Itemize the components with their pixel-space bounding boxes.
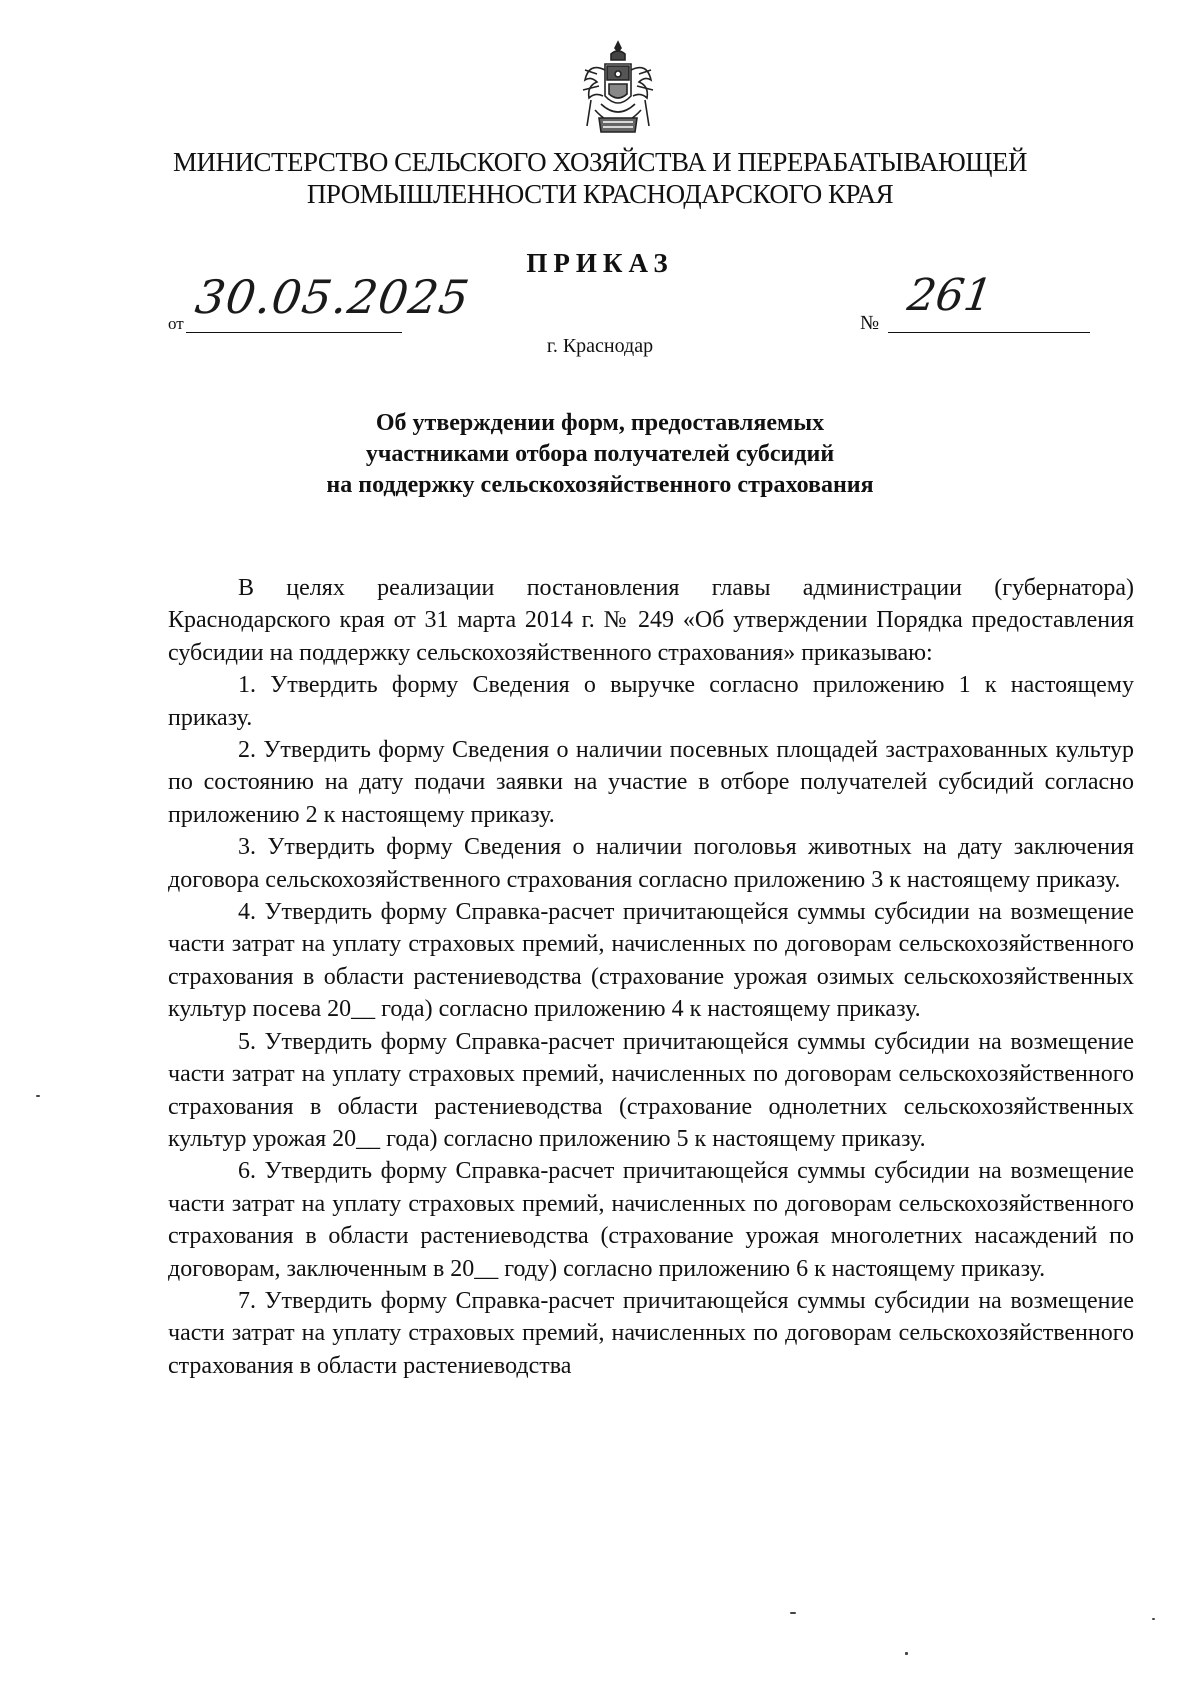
city-label: г. Краснодар — [546, 335, 654, 357]
date-prefix: от — [168, 314, 184, 333]
ministry-name-line-2: ПРОМЫШЛЕННОСТИ КРАСНОДАРСКОГО КРАЯ — [306, 179, 894, 209]
number-field — [860, 270, 1090, 334]
scan-speck — [905, 1652, 908, 1655]
ministry-name — [120, 146, 1080, 210]
document-type-title: ПРИКАЗ — [526, 248, 674, 278]
document-subject — [120, 408, 1080, 501]
document-body — [168, 572, 1134, 1382]
order-item-1: 1. Утвердить форму Сведения о выручке согласно приложению 1 к настоящему приказу. — [168, 672, 1134, 731]
preamble-paragraph: В целях реализации постановления главы администрации (губернатора) Краснодарского края от 31 марта 2014 г. № 249 «Об утверждении Порядка предоставления субсидии на поддержку сельскохозяйственного страхования» приказываю: — [168, 575, 1134, 666]
subject-line-1: Об утверждении форм, предоставляемых — [375, 410, 825, 436]
coat-of-arms-emblem — [575, 40, 661, 140]
scan-speck — [1152, 1618, 1155, 1620]
order-item-5: 5. Утвердить форму Справка-расчет причитающейся суммы субсидии на возмещение части затрат на уплату страховых премий, начисленных по договорам сельскохозяйственного страхования в области растениеводства (страхование однолетних сельскохозяйственных культур урожая 20__ года) согласно приложению 5 к настоящему приказу. — [168, 1028, 1134, 1152]
order-item-4: 4. Утвердить форму Справка-расчет причитающейся суммы субсидии на возмещение части затрат на уплату страховых премий, начисленных по договорам сельскохозяйственного страхования в области растениеводства (страхование урожая озимых сельскохозяйственных культур посева 20__ года) согласно приложению 4 к настоящему приказу. — [168, 899, 1134, 1023]
date-field — [168, 270, 474, 334]
order-item-7: 7. Утвердить форму Справка-расчет причитающейся суммы субсидии на возмещение части затрат на уплату страховых премий, начисленных по договорам сельскохозяйственного страхования в области растениеводства — [168, 1287, 1134, 1379]
subject-line-3: на поддержку сельскохозяйственного страхования — [326, 472, 874, 498]
ministry-name-line-1: МИНИСТЕРСТВО СЕЛЬСКОГО ХОЗЯЙСТВА И ПЕРЕРАБАТЫВАЮЩЕЙ — [172, 147, 1028, 177]
scan-speck — [36, 1095, 40, 1097]
handwritten-number: 261 — [904, 270, 996, 321]
number-underline — [888, 332, 1090, 333]
scan-speck — [790, 1612, 796, 1614]
subject-line-2: участниками отбора получателей субсидий — [365, 441, 835, 467]
number-prefix: № — [860, 312, 880, 334]
order-item-6: 6. Утвердить форму Справка-расчет причитающейся суммы субсидии на возмещение части затрат на уплату страховых премий, начисленных по договорам сельскохозяйственного страхования в области растениеводства (страхование урожая многолетних насаждений по договорам, заключенным в 20__ году) согласно приложению 6 к настоящему приказу. — [168, 1158, 1134, 1282]
handwritten-date: 30.05.2025 — [192, 270, 474, 324]
date-underline — [186, 332, 402, 333]
order-item-2: 2. Утвердить форму Сведения о наличии посевных площадей застрахованных культур по состоянию на дату подачи заявки на участие в отборе получателей субсидий согласно приложению 2 к настоящему приказу. — [168, 737, 1134, 828]
order-item-3: 3. Утвердить форму Сведения о наличии поголовья животных на дату заключения договора сельскохозяйственного страхования согласно приложению 3 к настоящему приказу. — [168, 834, 1134, 893]
